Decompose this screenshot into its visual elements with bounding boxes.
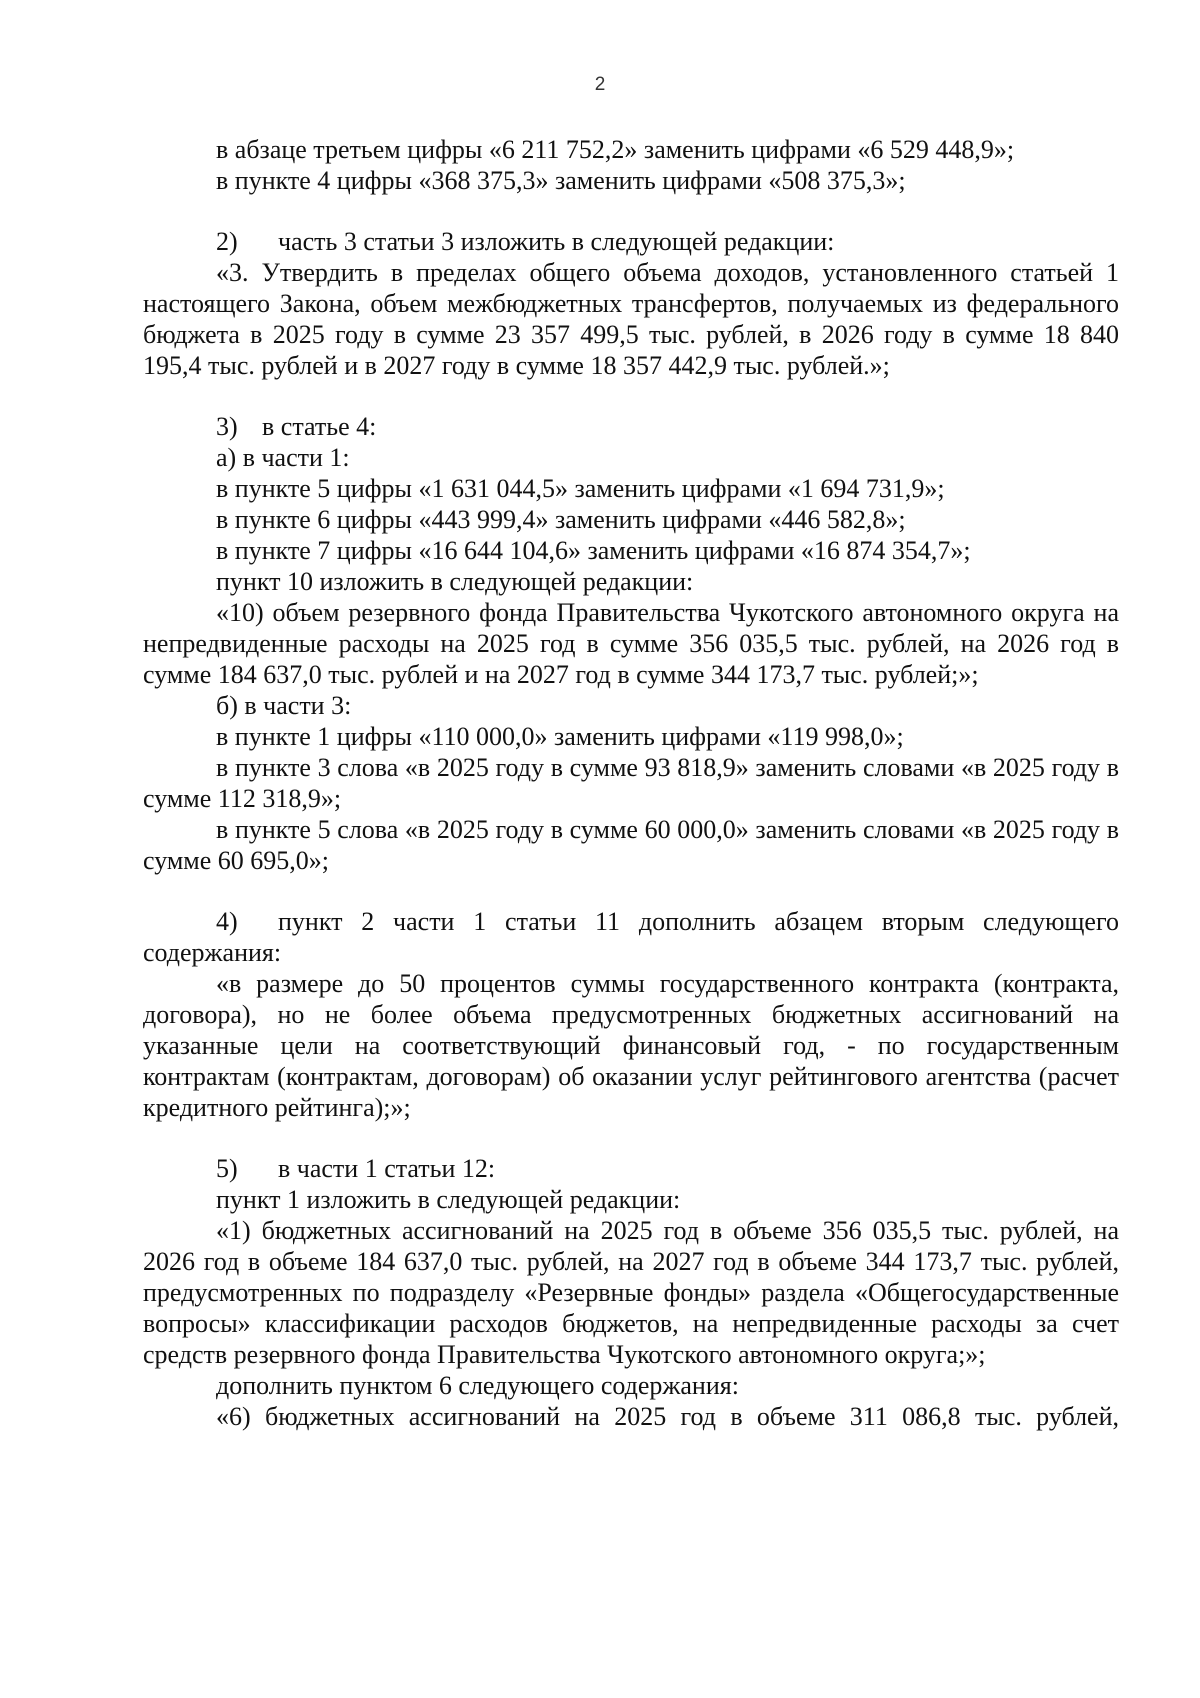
paragraph-contract-advance: «в размере до 50 процентов суммы государственного контракта (контракта, договора), но не более объема предусмотренных бюджетных ассигнований на указанные цели на соответствующий финансовый год, - по государственным контрактам (контрактам, договорам) об оказании услуг рейтингового агентства (расчет кредитного рейтинга);»; <box>143 969 1119 1122</box>
paragraph-article3-text: «3. Утвердить в пределах общего объема доходов, установленного статьей 1 настоящего Закона, объем межбюджетных трансфертов, получаемых из федерального бюджета в 2025 году в сумме 23 357 499,5 тыс. рублей, в 2026 году в сумме 18 840 195,4 тыс. рублей и в 2027 году в сумме 18 357 442,9 тыс. рублей.»; <box>143 258 1119 380</box>
paragraph-amend-abzac3: в абзаце третьем цифры «6 211 752,2» заменить цифрами «6 529 448,9»; <box>216 135 1015 164</box>
paragraph-punkt1-edit: пункт 1 изложить в следующей редакции: <box>216 1185 681 1214</box>
paragraph-item-5 <box>143 1153 1119 1184</box>
paragraph-reserve-fund: «10) объем резервного фонда Правительства Чукотского автономного округа на непредвиденные расходы на 2025 год в сумме 356 035,5 тыс. рублей, на 2026 год в сумме 184 637,0 тыс. рублей и на 2027 год в сумме 344 173,7 тыс. рублей;»; <box>143 598 1119 689</box>
paragraph-line: «6) бюджетных ассигнований на 2025 год в объеме 311 086,8 тыс. рублей, <box>216 1402 1119 1431</box>
item-number: 5) <box>216 1154 238 1183</box>
paragraph-punkt5-words: в пункте 5 слова «в 2025 году в сумме 60 000,0» заменить словами «в 2025 году в сумме 60 695,0»; <box>143 815 1119 875</box>
paragraph-punkt10: пункт 10 изложить в следующей редакции: <box>216 567 694 596</box>
paragraph-item-2 <box>143 226 1119 257</box>
paragraph-punkt6: в пункте 6 цифры «443 999,4» заменить цифрами «446 582,8»; <box>216 505 906 534</box>
paragraph-punkt5: в пункте 5 цифры «1 631 044,5» заменить цифрами «1 694 731,9»; <box>216 474 945 503</box>
page-number: 2 <box>594 74 606 95</box>
paragraph-punkt6-text <box>143 1401 1119 1432</box>
paragraph-amend-punkt4: в пункте 4 цифры «368 375,3» заменить цифрами «508 375,3»; <box>216 166 906 195</box>
paragraph-punkt1: в пункте 1 цифры «110 000,0» заменить цифрами «119 998,0»; <box>216 722 904 751</box>
paragraph-punkt3: в пункте 3 слова «в 2025 году в сумме 93 818,9» заменить словами «в 2025 году в сумме 112 318,9»; <box>143 753 1119 813</box>
item-number: 3) <box>216 412 238 441</box>
item-text: в части 1 статьи 12: <box>278 1154 496 1183</box>
paragraph-item-3 <box>143 411 1119 442</box>
item-text: часть 3 статьи 3 изложить в следующей редакции: <box>278 227 835 256</box>
item-number: 4) <box>216 907 238 936</box>
paragraph-item-4 <box>143 906 1119 968</box>
document-body <box>143 134 1119 1432</box>
item-text: пункт 2 части 1 статьи 11 дополнить абзацем вторым следующего содержания: <box>143 907 1119 967</box>
item-text: в статье 4: <box>262 412 377 441</box>
paragraph-subitem-a: а) в части 1: <box>216 443 350 472</box>
paragraph-budget-allocations: «1) бюджетных ассигнований на 2025 год в объеме 356 035,5 тыс. рублей, на 2026 год в объеме 184 637,0 тыс. рублей, на 2027 год в объеме 344 173,7 тыс. рублей, предусмотренных по подразделу «Резервные фонды» раздела «Общегосударственные вопросы» классификации расходов бюджетов, на непредвиденные расходы за счет средств резервного фонда Правительства Чукотского автономного округа;»; <box>143 1216 1119 1369</box>
paragraph-punkt7: в пункте 7 цифры «16 644 104,6» заменить цифрами «16 874 354,7»; <box>216 536 971 565</box>
item-number: 2) <box>216 227 238 256</box>
paragraph-subitem-b: б) в части 3: <box>216 691 352 720</box>
paragraph-add-punkt6: дополнить пунктом 6 следующего содержания: <box>216 1371 739 1400</box>
